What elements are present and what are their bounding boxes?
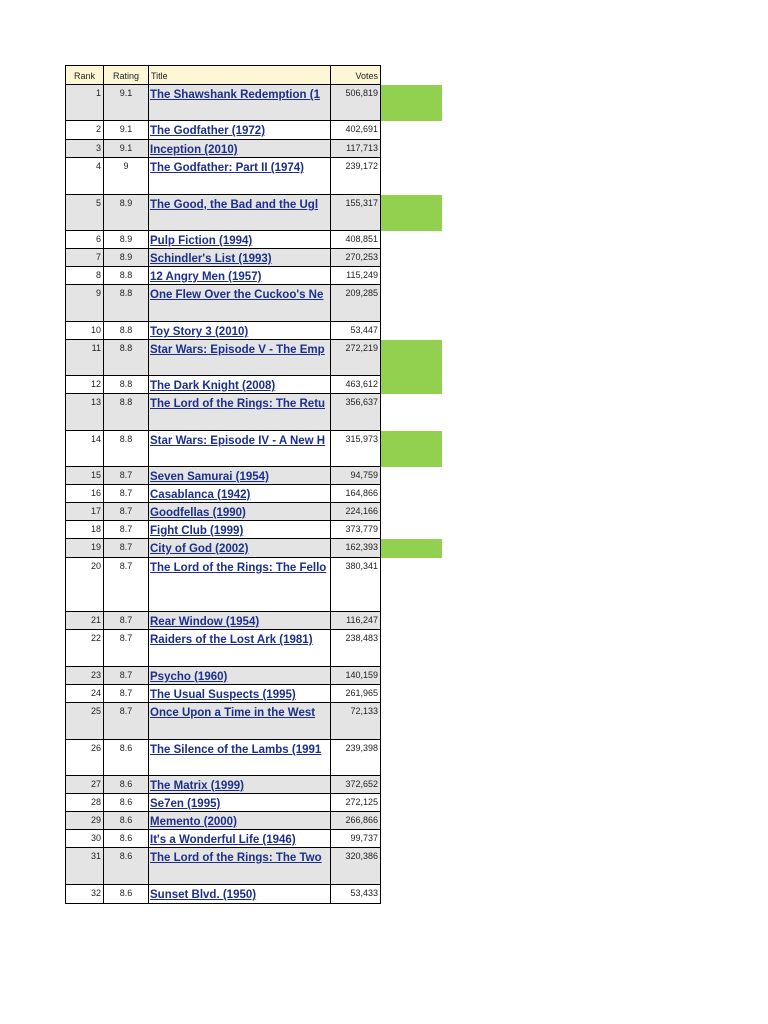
cell-rating: 8.8 xyxy=(103,376,148,393)
cell-title xyxy=(148,285,330,321)
cell-rank: 6 xyxy=(65,231,103,248)
cell-votes: 115,249 xyxy=(330,267,381,284)
cell-votes: 380,341 xyxy=(330,558,381,611)
cell-rating: 8.6 xyxy=(103,812,148,829)
cell-votes: 239,172 xyxy=(330,158,381,194)
cell-rating: 8.6 xyxy=(103,740,148,775)
cell-votes: 224,166 xyxy=(330,503,381,520)
cell-title xyxy=(148,195,330,230)
cell-title xyxy=(148,140,330,157)
cell-votes: 261,965 xyxy=(330,685,381,702)
cell-votes: 140,159 xyxy=(330,667,381,684)
cell-title xyxy=(148,249,330,266)
cell-rank: 26 xyxy=(65,740,103,775)
table-row xyxy=(65,195,381,231)
cell-rank: 3 xyxy=(65,140,103,157)
green-highlight-cell xyxy=(381,376,442,394)
cell-title xyxy=(148,158,330,194)
cell-rating: 9.1 xyxy=(103,85,148,120)
cell-rank: 28 xyxy=(65,794,103,811)
table-row xyxy=(65,485,381,503)
table-body xyxy=(65,85,381,904)
table-row xyxy=(65,539,381,558)
green-highlight-cell xyxy=(381,195,442,231)
cell-rank: 23 xyxy=(65,667,103,684)
cell-rank: 20 xyxy=(65,558,103,611)
title-link[interactable]: The Godfather (1972) xyxy=(150,125,266,137)
cell-rating: 9.1 xyxy=(103,121,148,139)
cell-rating: 8.8 xyxy=(103,267,148,284)
cell-rank: 30 xyxy=(65,830,103,847)
title-link[interactable]: It's a Wonderful Life (1946) xyxy=(150,834,296,846)
table-row xyxy=(65,885,381,904)
cell-title xyxy=(148,667,330,684)
cell-rank: 11 xyxy=(65,340,103,375)
table-row xyxy=(65,121,381,140)
table-row xyxy=(65,376,381,394)
title-link[interactable]: 12 Angry Men (1957) xyxy=(150,271,262,283)
cell-votes: 155,317 xyxy=(330,195,381,230)
table-row xyxy=(65,630,381,667)
cell-rating: 8.7 xyxy=(103,521,148,538)
cell-title xyxy=(148,794,330,811)
cell-rating: 9.1 xyxy=(103,140,148,157)
cell-votes: 356,637 xyxy=(330,394,381,430)
table-row xyxy=(65,740,381,776)
cell-rank: 29 xyxy=(65,812,103,829)
table-row xyxy=(65,667,381,685)
cell-title xyxy=(148,612,330,629)
title-link[interactable]: Raiders of the Lost Ark (1981) xyxy=(150,634,313,646)
table-row xyxy=(65,322,381,340)
cell-rating: 8.8 xyxy=(103,322,148,339)
cell-title xyxy=(148,539,330,557)
title-link[interactable]: Toy Story 3 (2010) xyxy=(150,326,249,338)
title-link[interactable]: Goodfellas (1990) xyxy=(150,507,246,519)
cell-title xyxy=(148,630,330,666)
cell-title xyxy=(148,703,330,739)
green-highlight-cell xyxy=(381,539,442,558)
cell-votes: 270,253 xyxy=(330,249,381,266)
cell-votes: 164,866 xyxy=(330,485,381,502)
cell-votes: 463,612 xyxy=(330,376,381,393)
table-row xyxy=(65,830,381,848)
cell-title xyxy=(148,267,330,284)
cell-rank: 25 xyxy=(65,703,103,739)
title-link[interactable]: Rear Window (1954) xyxy=(150,616,260,628)
title-link[interactable]: The Matrix (1999) xyxy=(150,780,244,792)
cell-rank: 15 xyxy=(65,467,103,484)
table-row xyxy=(65,394,381,431)
cell-title xyxy=(148,776,330,793)
cell-votes: 506,819 xyxy=(330,85,381,120)
table-row xyxy=(65,776,381,794)
cell-rank: 22 xyxy=(65,630,103,666)
cell-rating: 8.7 xyxy=(103,467,148,484)
cell-votes: 272,219 xyxy=(330,340,381,375)
cell-votes: 320,386 xyxy=(330,848,381,884)
cell-rank: 31 xyxy=(65,848,103,884)
cell-votes: 117,713 xyxy=(330,140,381,157)
cell-title xyxy=(148,121,330,139)
table-row xyxy=(65,503,381,521)
header-rank: Rank xyxy=(65,66,103,84)
table-row xyxy=(65,267,381,285)
table-row xyxy=(65,467,381,485)
table-row xyxy=(65,249,381,267)
green-highlight-cell xyxy=(381,431,442,467)
cell-rating: 8.6 xyxy=(103,776,148,793)
cell-title xyxy=(148,340,330,375)
table-row xyxy=(65,521,381,539)
cell-votes: 94,759 xyxy=(330,467,381,484)
cell-rank: 1 xyxy=(65,85,103,120)
cell-rank: 8 xyxy=(65,267,103,284)
cell-rank: 9 xyxy=(65,285,103,321)
cell-votes: 162,393 xyxy=(330,539,381,557)
title-link[interactable]: Pulp Fiction (1994) xyxy=(150,235,253,247)
title-link[interactable]: The Lord of the Rings: The Retu xyxy=(150,398,326,410)
title-link[interactable]: Inception (2010) xyxy=(150,144,238,156)
cell-rating: 8.7 xyxy=(103,503,148,520)
cell-rating: 8.8 xyxy=(103,340,148,375)
cell-votes: 53,447 xyxy=(330,322,381,339)
cell-rank: 18 xyxy=(65,521,103,538)
cell-title xyxy=(148,485,330,502)
cell-rank: 13 xyxy=(65,394,103,430)
title-link[interactable]: City of God (2002) xyxy=(150,543,249,555)
cell-rank: 7 xyxy=(65,249,103,266)
cell-rank: 27 xyxy=(65,776,103,793)
table-row xyxy=(65,794,381,812)
cell-rating: 8.6 xyxy=(103,830,148,847)
title-link[interactable]: Seven Samurai (1954) xyxy=(150,471,269,483)
cell-votes: 239,398 xyxy=(330,740,381,775)
cell-rating: 8.7 xyxy=(103,485,148,502)
cell-rating: 9 xyxy=(103,158,148,194)
cell-votes: 408,851 xyxy=(330,231,381,248)
cell-title xyxy=(148,376,330,393)
cell-rating: 8.6 xyxy=(103,794,148,811)
title-link[interactable]: Schindler's List (1993) xyxy=(150,253,272,265)
green-highlight-cell xyxy=(381,340,442,376)
cell-rating: 8.7 xyxy=(103,612,148,629)
cell-rank: 5 xyxy=(65,195,103,230)
table-row xyxy=(65,685,381,703)
cell-rating: 8.7 xyxy=(103,685,148,702)
cell-rating: 8.8 xyxy=(103,394,148,430)
cell-rank: 12 xyxy=(65,376,103,393)
cell-rank: 4 xyxy=(65,158,103,194)
cell-rating: 8.9 xyxy=(103,249,148,266)
spreadsheet-table xyxy=(65,65,381,904)
cell-rating: 8.7 xyxy=(103,539,148,557)
cell-votes: 272,125 xyxy=(330,794,381,811)
cell-votes: 372,652 xyxy=(330,776,381,793)
table-row xyxy=(65,612,381,630)
cell-title xyxy=(148,431,330,466)
cell-rating: 8.7 xyxy=(103,558,148,611)
cell-title xyxy=(148,740,330,775)
title-link[interactable]: The Usual Suspects (1995) xyxy=(150,689,296,701)
cell-rating: 8.6 xyxy=(103,885,148,903)
table-row xyxy=(65,158,381,195)
title-link[interactable]: The Silence of the Lambs (1991 xyxy=(150,744,322,756)
cell-title xyxy=(148,231,330,248)
table-row xyxy=(65,812,381,830)
title-link[interactable]: The Good, the Bad and the Ugl xyxy=(150,199,319,211)
cell-votes: 266,866 xyxy=(330,812,381,829)
cell-title xyxy=(148,394,330,430)
table-row xyxy=(65,558,381,612)
title-link[interactable]: One Flew Over the Cuckoo's Ne xyxy=(150,289,324,301)
cell-title xyxy=(148,322,330,339)
table-row xyxy=(65,140,381,158)
cell-title xyxy=(148,467,330,484)
cell-votes: 72,133 xyxy=(330,703,381,739)
title-link[interactable]: Psycho (1960) xyxy=(150,671,228,683)
cell-votes: 238,483 xyxy=(330,630,381,666)
cell-votes: 402,691 xyxy=(330,121,381,139)
cell-rating: 8.6 xyxy=(103,848,148,884)
title-link[interactable]: Star Wars: Episode IV - A New H xyxy=(150,435,326,447)
cell-title xyxy=(148,885,330,903)
cell-title xyxy=(148,558,330,611)
cell-rating: 8.7 xyxy=(103,703,148,739)
table-row xyxy=(65,85,381,121)
header-rating: Rating xyxy=(103,66,148,84)
green-highlight-cell xyxy=(381,85,442,121)
cell-rank: 32 xyxy=(65,885,103,903)
title-link[interactable]: The Lord of the Rings: The Two xyxy=(150,852,322,864)
cell-title xyxy=(148,830,330,847)
cell-title xyxy=(148,85,330,120)
title-link[interactable]: Se7en (1995) xyxy=(150,798,221,810)
cell-rank: 24 xyxy=(65,685,103,702)
title-link[interactable]: Star Wars: Episode V - The Emp xyxy=(150,344,325,356)
title-link[interactable]: Casablanca (1942) xyxy=(150,489,251,501)
cell-votes: 209,285 xyxy=(330,285,381,321)
title-link[interactable]: Memento (2000) xyxy=(150,816,237,828)
cell-rating: 8.7 xyxy=(103,630,148,666)
cell-rank: 21 xyxy=(65,612,103,629)
cell-rating: 8.7 xyxy=(103,667,148,684)
cell-title xyxy=(148,848,330,884)
cell-votes: 116,247 xyxy=(330,612,381,629)
table-row xyxy=(65,340,381,376)
cell-title xyxy=(148,812,330,829)
cell-title xyxy=(148,521,330,538)
header-title: Title xyxy=(148,66,330,84)
table-row xyxy=(65,231,381,249)
table-row xyxy=(65,848,381,885)
title-link[interactable]: Fight Club (1999) xyxy=(150,525,244,537)
cell-votes: 373,779 xyxy=(330,521,381,538)
table-row xyxy=(65,703,381,740)
table-row xyxy=(65,431,381,467)
cell-votes: 99,737 xyxy=(330,830,381,847)
cell-rank: 17 xyxy=(65,503,103,520)
cell-rating: 8.8 xyxy=(103,431,148,466)
cell-rank: 2 xyxy=(65,121,103,139)
cell-rank: 19 xyxy=(65,539,103,557)
cell-rating: 8.9 xyxy=(103,231,148,248)
cell-rank: 14 xyxy=(65,431,103,466)
cell-rank: 16 xyxy=(65,485,103,502)
title-link[interactable]: The Lord of the Rings: The Fello xyxy=(150,562,327,574)
cell-title xyxy=(148,685,330,702)
header-votes: Votes xyxy=(330,66,381,84)
title-link[interactable]: The Godfather: Part II (1974) xyxy=(150,162,305,174)
cell-votes: 53,433 xyxy=(330,885,381,903)
title-link[interactable]: The Shawshank Redemption (1 xyxy=(150,89,320,101)
cell-votes: 315,973 xyxy=(330,431,381,466)
cell-title xyxy=(148,503,330,520)
cell-rating: 8.8 xyxy=(103,285,148,321)
title-link[interactable]: The Dark Knight (2008) xyxy=(150,380,276,392)
cell-rank: 10 xyxy=(65,322,103,339)
table-row xyxy=(65,285,381,322)
cell-rating: 8.9 xyxy=(103,195,148,230)
title-link[interactable]: Once Upon a Time in the West xyxy=(150,707,316,719)
title-link[interactable]: Sunset Blvd. (1950) xyxy=(150,889,257,901)
header-row xyxy=(65,65,381,85)
